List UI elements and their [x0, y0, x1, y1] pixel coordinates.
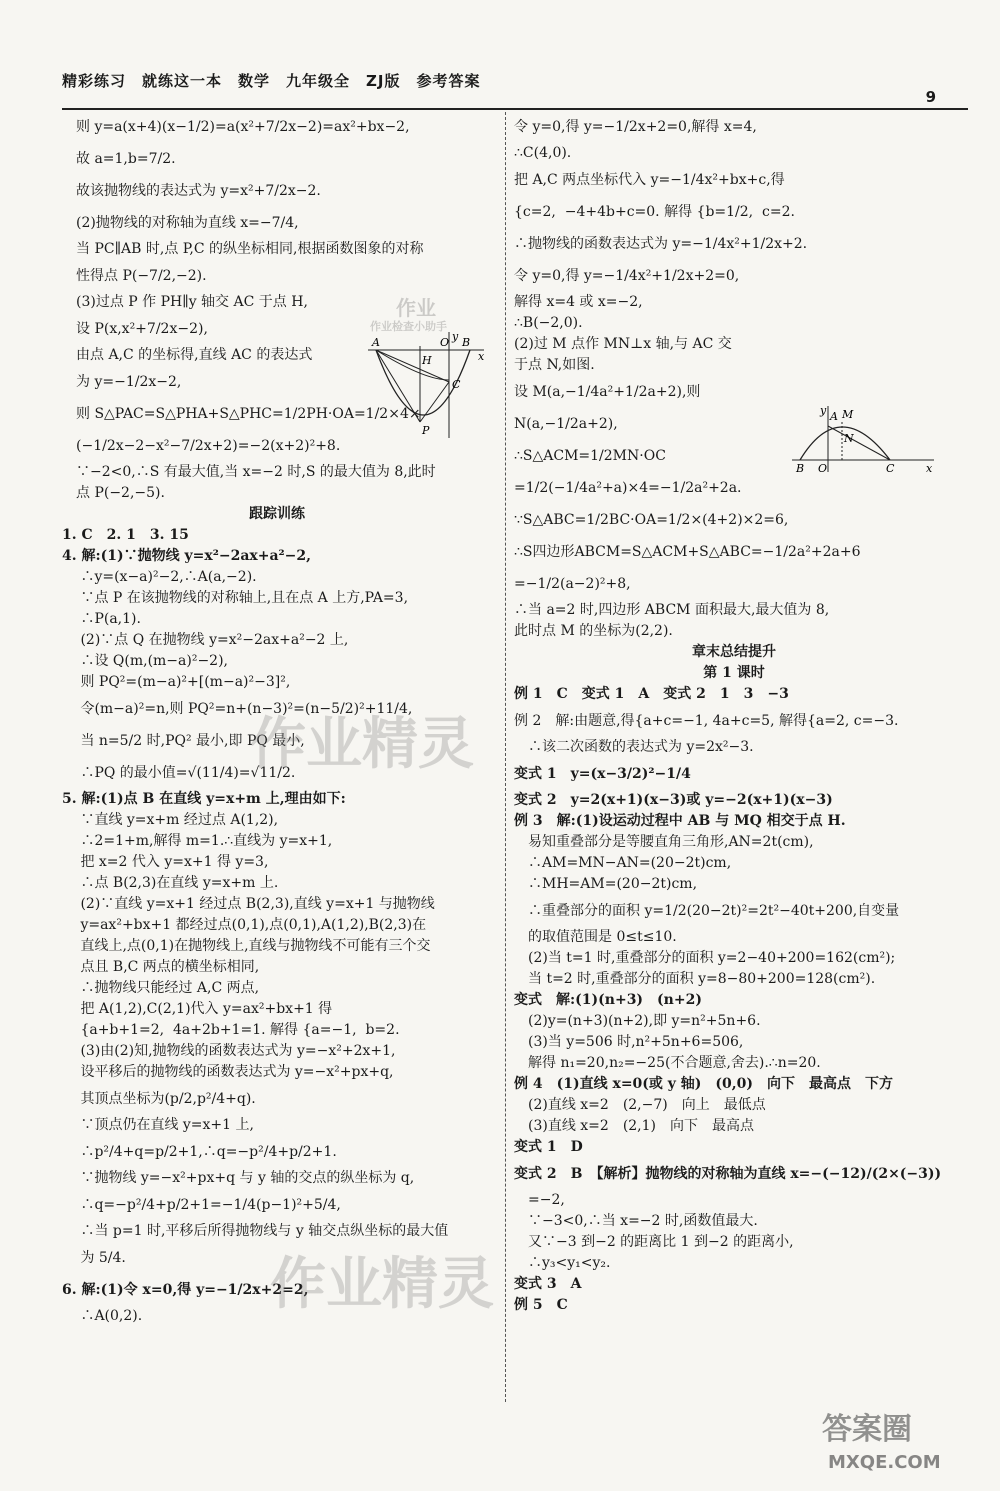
right-line: ∴S四边形ABCM=S△ACM+S△ABC=−1/2a²+2a+6: [514, 544, 861, 560]
left-line: ∵顶点仍在直线 y=x+1 上,: [62, 1117, 254, 1133]
left-line: ∴PQ 的最小值=√(11/4)=√11/2.: [62, 765, 296, 781]
left-line: 6. 解:(1)令 x=0,得 y=−1/2x+2=2,: [62, 1282, 309, 1298]
fig1-label-a: A: [372, 336, 380, 349]
left-line: 其顶点坐标为(p/2,p²/4+q).: [62, 1091, 256, 1107]
right-line: 又∵−3 到−2 的距离比 1 到−2 的距离小,: [514, 1234, 794, 1250]
parabola-figure-1: [366, 330, 488, 442]
right-line: ∵−3<0,∴当 x=−2 时,函数值最大.: [514, 1213, 758, 1229]
left-line: 点 P(−2,−5).: [62, 485, 165, 501]
watermark-stamp: 作业: [396, 296, 436, 320]
right-line: 解得 n₁=20,n₂=−25(不合题意,舍去).∴n=20.: [514, 1055, 821, 1071]
fig1-label-y: y: [452, 330, 459, 343]
left-line: 则 S△PAC=S△PHA+S△PHC=1/2PH·OA=1/2×4×: [62, 406, 421, 422]
left-line: ∴抛物线只能经过 A,C 两点,: [62, 980, 260, 996]
left-line: 点且 B,C 两点的横坐标相同,: [62, 959, 260, 975]
right-line: {c=2, −4+4b+c=0. 解得 {b=1/2, c=2.: [514, 204, 795, 220]
right-line: 的取值范围是 0≤t≤10.: [514, 929, 677, 945]
left-line: (2)∵点 Q 在抛物线 y=x²−2ax+a²−2 上,: [62, 632, 349, 648]
right-line: 变式 解:(1)(n+3) (n+2): [514, 992, 702, 1008]
page-number: 9: [925, 88, 936, 106]
right-line: (2)直线 x=2 (2,−7) 向上 最低点: [514, 1097, 766, 1113]
right-line: ∴C(4,0).: [514, 145, 572, 161]
right-line: ∴AM=MN−AN=(20−2t)cm,: [514, 855, 732, 871]
right-line: =1/2(−1/4a²+a)×4=−1/2a²+2a.: [514, 480, 742, 496]
left-line: 为 y=−1/2x−2,: [62, 374, 182, 390]
left-line: (3)过点 P 作 PH∥y 轴交 AC 于点 H,: [62, 294, 308, 310]
left-line: 直线上,点(0,1)在抛物线上,直线与抛物线不可能有三个交: [62, 938, 431, 954]
right-line: 令 y=0,得 y=−1/2x+2=0,解得 x=4,: [514, 119, 757, 135]
left-line: 令(m−a)²=n,则 PQ²=n+(n−3)²=(n−5/2)²+11/4,: [62, 701, 413, 717]
right-line: ∵S△ABC=1/2BC·OA=1/2×(4+2)×2=6,: [514, 512, 789, 528]
watermark-site: MXQE.COM: [828, 1452, 941, 1473]
fig1-label-o: O: [440, 336, 450, 349]
left-line: 故该抛物线的表达式为 y=x²+7/2x−2.: [62, 183, 321, 199]
left-line: {a+b+1=2, 4a+2b+1=1. 解得 {a=−1, b=2.: [62, 1022, 400, 1038]
right-line: 于点 N,如图.: [514, 357, 595, 373]
right-line: 章末总结提升: [692, 644, 776, 660]
left-line: 4. 解:(1)∵抛物线 y=x²−2ax+a²−2,: [62, 548, 312, 564]
right-line: 变式 2 B 【解析】抛物线的对称轴为直线 x=−(−12)/(2×(−3)): [514, 1166, 942, 1182]
fig2-label-n: N: [844, 432, 854, 445]
right-line: ∴S△ACM=1/2MN·OC: [514, 448, 666, 464]
right-line: 把 A,C 两点坐标代入 y=−1/4x²+bx+c,得: [514, 172, 785, 188]
right-line: (2)y=(n+3)(n+2),即 y=n²+5n+6.: [514, 1013, 761, 1029]
left-line: ∴点 B(2,3)在直线 y=x+m 上.: [62, 875, 279, 891]
watermark-1: 作业精灵: [250, 712, 474, 777]
left-line: ∴P(a,1).: [62, 611, 141, 627]
left-line: ∵−2<0,∴S 有最大值,当 x=−2 时,S 的最大值为 8,此时: [62, 464, 436, 480]
right-line: 第 1 课时: [703, 665, 765, 681]
fig1-label-p: P: [422, 424, 430, 437]
fig2-label-m: M: [842, 408, 854, 421]
right-line: 例 1 C 变式 1 A 变式 2 1 3 −3: [514, 686, 789, 702]
right-column: [514, 112, 954, 1317]
right-line: (3)直线 x=2 (2,1) 向下 最高点: [514, 1118, 755, 1134]
left-line: (−1/2x−2−x²−7/2x+2)=−2(x+2)²+8.: [62, 438, 341, 454]
left-line: ∴当 p=1 时,平移后所得抛物线与 y 轴交点纵坐标的最大值: [62, 1223, 449, 1239]
column-divider: [505, 112, 506, 1402]
left-line: 为 5/4.: [62, 1250, 126, 1266]
right-line: 设 M(a,−1/4a²+1/2a+2),则: [514, 384, 701, 400]
left-line: ∴2=1+m,解得 m=1.∴直线为 y=x+1,: [62, 833, 333, 849]
fig1-label-h: H: [422, 354, 432, 367]
left-line: 则 y=a(x+4)(x−1/2)=a(x²+7/2x−2)=ax²+bx−2,: [62, 119, 410, 135]
right-line: ∴y₃<y₁<y₂.: [514, 1255, 611, 1271]
left-line: 当 PC∥AB 时,点 P,C 的纵坐标相同,根据函数图象的对称: [62, 241, 424, 257]
right-line: =−1/2(a−2)²+8,: [514, 576, 631, 592]
left-line: 5. 解:(1)点 B 在直线 y=x+m 上,理由如下:: [62, 791, 346, 807]
left-line: ∴p²/4+q=p/2+1,∴q=−p²/4+p/2+1.: [62, 1144, 337, 1160]
left-line: (2)∵直线 y=x+1 经过点 B(2,3),直线 y=x+1 与抛物线: [62, 896, 435, 912]
right-line: 例 4 (1)直线 x=0(或 y 轴) (0,0) 向下 最高点 下方: [514, 1076, 894, 1092]
left-line: ∵抛物线 y=−x²+px+q 与 y 轴的交点的纵坐标为 q,: [62, 1170, 415, 1186]
fig2-label-o: O: [818, 462, 828, 474]
right-line: 当 t=2 时,重叠部分的面积 y=8−80+200=128(cm²).: [514, 971, 876, 987]
right-line: 变式 1 D: [514, 1139, 583, 1155]
right-line: 例 2 解:由题意,得{a+c=−1, 4a+c=5, 解得{a=2, c=−3.: [514, 713, 899, 729]
left-line: (3)由(2)知,抛物线的函数表达式为 y=−x²+2x+1,: [62, 1043, 396, 1059]
fig2-label-a: A: [830, 410, 838, 423]
fig1-label-b: B: [462, 336, 471, 349]
left-line: ∴A(0,2).: [62, 1308, 143, 1324]
right-line: ∴该二次函数的表达式为 y=2x²−3.: [514, 739, 754, 755]
right-line: ∴当 a=2 时,四边形 ABCM 面积最大,最大值为 8,: [514, 602, 830, 618]
right-line: 解得 x=4 或 x=−2,: [514, 294, 643, 310]
right-line: (2)过 M 点作 MN⊥x 轴,与 AC 交: [514, 336, 732, 352]
right-line: N(a,−1/2a+2),: [514, 416, 618, 432]
left-line: 性得点 P(−7/2,−2).: [62, 268, 207, 284]
watermark-2: 作业精灵: [270, 1252, 494, 1317]
right-line: (3)当 y=506 时,n²+5n+6=506,: [514, 1034, 744, 1050]
left-line: ∴设 Q(m,(m−a)²−2),: [62, 653, 229, 669]
right-line: 例 5 C: [514, 1297, 568, 1313]
parabola-figure-2: [790, 404, 938, 474]
right-line: ∴重叠部分的面积 y=1/2(20−2t)²=2t²−40t+200,自变量: [514, 903, 900, 919]
left-line: 跟踪训练: [249, 506, 305, 522]
watermark-brand: 答案圈: [822, 1412, 912, 1447]
left-line: 设平移后的抛物线的函数表达式为 y=−x²+px+q,: [62, 1064, 394, 1080]
left-line: (2)抛物线的对称轴为直线 x=−7/4,: [62, 215, 299, 231]
right-line: 变式 1 y=(x−3/2)²−1/4: [514, 766, 691, 782]
fig2-label-x: x: [926, 462, 933, 474]
left-line: ∴q=−p²/4+p/2+1=−1/4(p−1)²+5/4,: [62, 1197, 341, 1213]
left-line: 由点 A,C 的坐标得,直线 AC 的表达式: [62, 347, 313, 363]
left-line: 设 P(x,x²+7/2x−2),: [62, 321, 208, 337]
right-line: 变式 3 A: [514, 1276, 582, 1292]
fig1-label-c: C: [452, 378, 461, 391]
left-line: ∵点 P 在该抛物线的对称轴上,且在点 A 上方,PA=3,: [62, 590, 409, 606]
watermark-stamp-sub: 作业检查小助手: [370, 320, 447, 333]
right-line: (2)当 t=1 时,重叠部分的面积 y=2−40+200=162(cm²);: [514, 950, 896, 966]
left-line: 1. C 2. 1 3. 15: [62, 527, 189, 543]
fig2-label-b: B: [796, 462, 805, 474]
fig2-label-c: C: [886, 462, 895, 474]
right-line: 易知重叠部分是等腰直角三角形,AN=2t(cm),: [514, 834, 814, 850]
running-header: 精彩练习 就练这一本 数学 九年级全 ZJ版 参考答案: [62, 72, 481, 90]
left-line: 则 PQ²=(m−a)²+[(m−a)²−3]²,: [62, 674, 291, 690]
right-line: ∴抛物线的函数表达式为 y=−1/4x²+1/2x+2.: [514, 236, 808, 252]
fig2-label-y: y: [820, 404, 827, 417]
fig1-label-x: x: [478, 350, 485, 363]
right-line: =−2,: [514, 1192, 565, 1208]
left-line: ∵直线 y=x+m 经过点 A(1,2),: [62, 812, 279, 828]
right-line: ∴B(−2,0).: [514, 315, 583, 331]
left-line: y=ax²+bx+1 都经过点(0,1),点(0,1),A(1,2),B(2,3)在: [62, 917, 427, 933]
left-line: 把 A(1,2),C(2,1)代入 y=ax²+bx+1 得: [62, 1001, 333, 1017]
right-line: 变式 2 y=2(x+1)(x−3)或 y=−2(x+1)(x−3): [514, 792, 833, 808]
right-line: 令 y=0,得 y=−1/4x²+1/2x+2=0,: [514, 268, 740, 284]
header-rule: [62, 108, 968, 110]
left-line: 故 a=1,b=7/2.: [62, 151, 176, 167]
left-line: 把 x=2 代入 y=x+1 得 y=3,: [62, 854, 269, 870]
left-line: ∴y=(x−a)²−2,∴A(a,−2).: [62, 569, 257, 585]
right-line: 此时点 M 的坐标为(2,2).: [514, 623, 673, 639]
right-line: ∴MH=AM=(20−2t)cm,: [514, 876, 698, 892]
left-line: 当 n=5/2 时,PQ² 最小,即 PQ 最小,: [62, 733, 305, 749]
right-line: 例 3 解:(1)设运动过程中 AB 与 MQ 相交于点 H.: [514, 813, 846, 829]
